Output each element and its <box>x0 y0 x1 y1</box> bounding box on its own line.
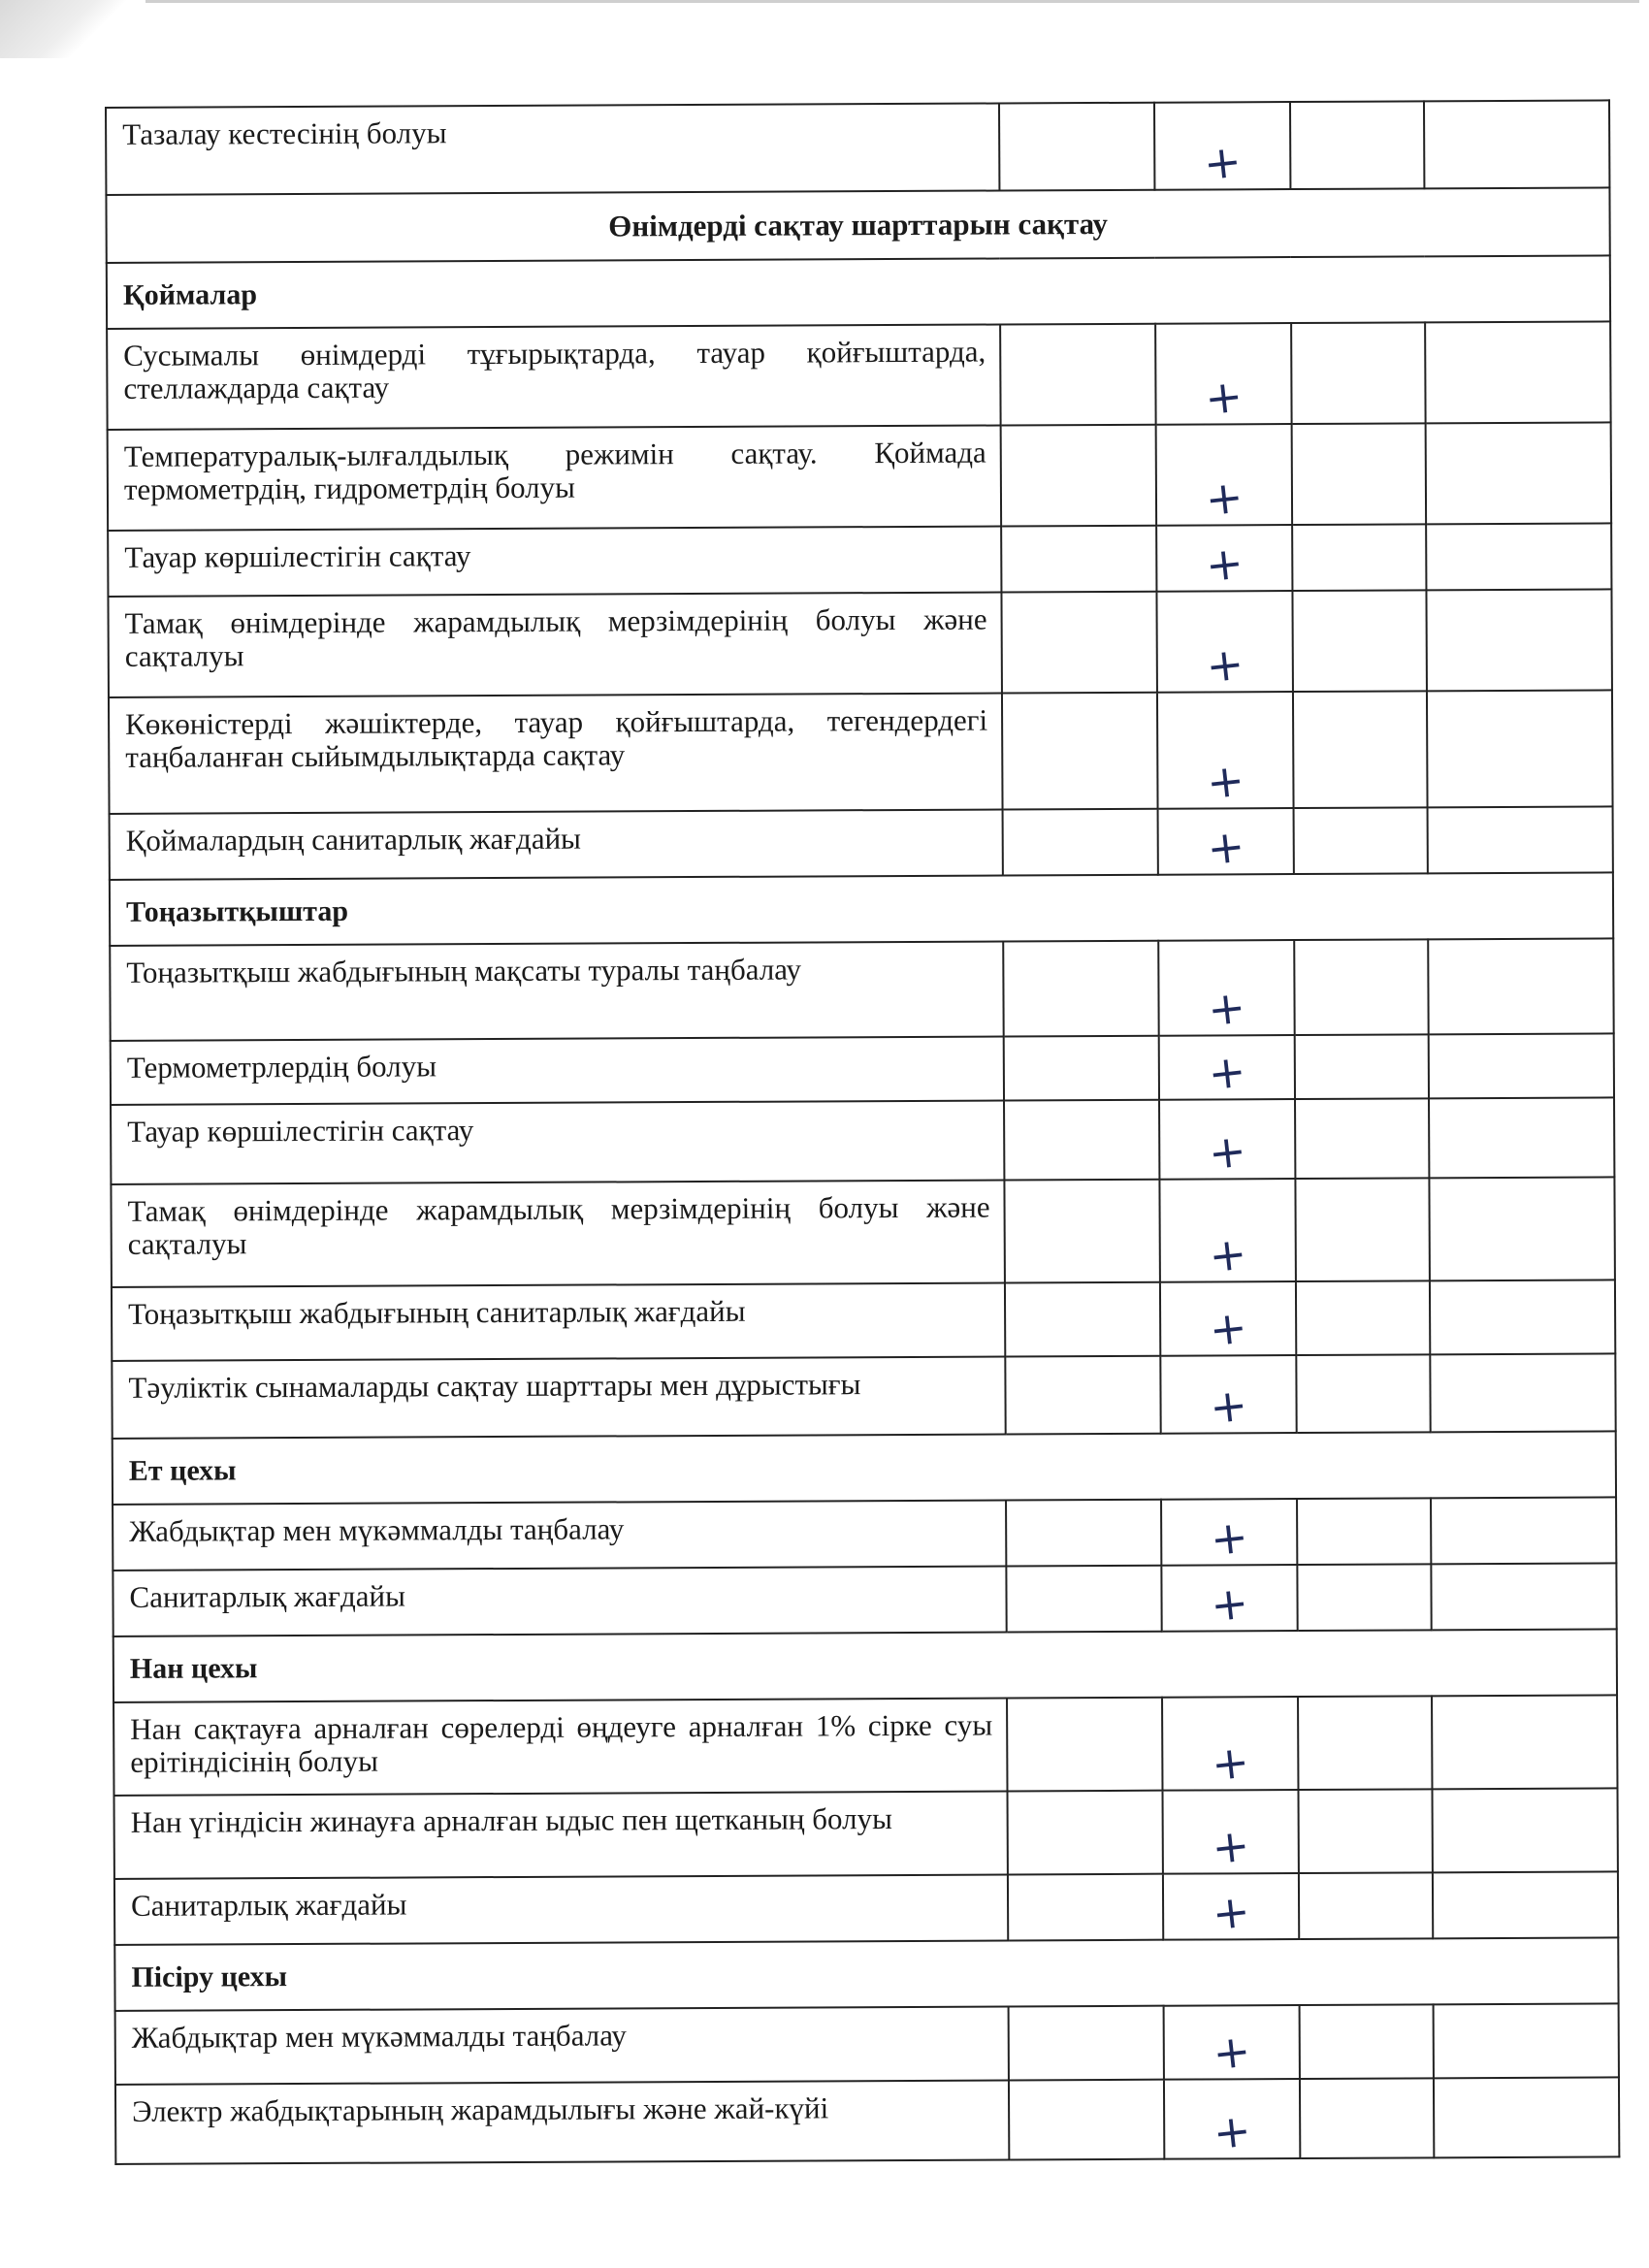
compliance-cell-marked <box>1158 940 1294 1036</box>
top-edge-rule <box>146 0 1639 3</box>
checklist-row <box>114 1871 1618 1945</box>
group-title: Тоңазытқыштар <box>110 872 1613 946</box>
handwritten-plus-mark: + <box>1206 1226 1249 1283</box>
compliance-cell <box>1432 1788 1617 1872</box>
compliance-cell <box>1295 1034 1429 1099</box>
checklist-row <box>109 690 1613 814</box>
compliance-cell <box>1296 1280 1430 1355</box>
handwritten-plus-mark: + <box>1208 1575 1251 1633</box>
compliance-cell-marked <box>1156 591 1293 693</box>
group-header-row <box>113 1431 1616 1505</box>
compliance-cell <box>1296 1354 1430 1433</box>
requirement-text: Көкөністерді жәшіктерде, тауар қойғыштарда, тегендердегі таңбаланған сыйымдылықтарда сақтау <box>109 693 1003 813</box>
compliance-cell <box>1007 1698 1162 1792</box>
compliance-cell <box>1001 526 1156 593</box>
group-header-row <box>114 1937 1618 2011</box>
page-fold-shadow <box>0 0 155 58</box>
compliance-cell <box>1292 524 1426 591</box>
checklist-sheet <box>105 99 1618 2165</box>
compliance-cell <box>1432 1695 1617 1789</box>
compliance-cell-marked <box>1155 323 1292 425</box>
checklist-row <box>111 1033 1614 1105</box>
compliance-cell <box>1005 1356 1160 1435</box>
handwritten-plus-mark: + <box>1209 1884 1253 1941</box>
requirement-text: Сусымалы өнімдерді тұғырықтарда, тауар қойғыштарда, стеллаждарда сақтау <box>107 324 1000 429</box>
handwritten-plus-mark: + <box>1207 1377 1250 1435</box>
handwritten-plus-mark: + <box>1207 1300 1250 1357</box>
compliance-cell-marked <box>1163 1873 1299 1940</box>
compliance-cell <box>1006 1566 1161 1633</box>
compliance-cell <box>1300 2078 1434 2158</box>
group-title: Қоймалар <box>107 255 1610 329</box>
group-title: Ет цехы <box>113 1431 1616 1505</box>
handwritten-plus-mark: + <box>1206 1123 1249 1181</box>
compliance-cell <box>1002 693 1158 810</box>
compliance-cell <box>1003 809 1158 876</box>
compliance-cell-marked <box>1160 1355 1296 1434</box>
compliance-cell <box>1434 2003 1619 2078</box>
checklist-table <box>105 99 1620 2165</box>
requirement-text: Жабдықтар мен мүкәммалды таңбалау <box>113 1500 1006 1571</box>
compliance-cell <box>1434 2077 1619 2157</box>
checklist-row <box>108 589 1611 697</box>
compliance-cell <box>1300 2004 1434 2079</box>
compliance-cell-marked <box>1159 1035 1295 1100</box>
checklist-row <box>114 1788 1618 1879</box>
requirement-text: Тазалау кестесінің болуы <box>106 103 999 194</box>
compliance-cell-marked <box>1156 424 1293 526</box>
compliance-cell <box>1298 1789 1432 1873</box>
group-header-row <box>110 872 1613 946</box>
group-title: Нан цехы <box>113 1629 1617 1702</box>
compliance-cell-marked <box>1158 808 1294 875</box>
compliance-cell <box>1426 523 1611 590</box>
compliance-cell <box>1295 1178 1430 1281</box>
handwritten-plus-mark: + <box>1203 636 1246 694</box>
compliance-cell <box>1298 1696 1432 1790</box>
group-title: Пісіру цехы <box>114 1937 1618 2011</box>
handwritten-plus-mark: + <box>1202 369 1245 426</box>
checklist-row <box>113 1497 1616 1571</box>
requirement-text: Нан сақтауға арналған сөрелерді өңдеуге арналған 1% сірке суы ерітіндісінің болуы <box>113 1698 1007 1795</box>
compliance-cell <box>999 103 1154 191</box>
checklist-row <box>106 100 1609 195</box>
checklist-row <box>111 1097 1614 1184</box>
compliance-cell <box>1295 1098 1429 1179</box>
compliance-cell <box>1429 1097 1614 1178</box>
group-header-row <box>113 1629 1617 1702</box>
handwritten-plus-mark: + <box>1208 1509 1251 1567</box>
checklist-row <box>112 1280 1615 1361</box>
compliance-cell-marked <box>1159 1099 1295 1180</box>
requirement-text: Тоңазытқыш жабдығының мақсаты туралы таңбалау <box>110 941 1003 1040</box>
compliance-cell <box>1001 592 1157 694</box>
checklist-body <box>106 100 1619 2164</box>
compliance-cell <box>1292 590 1427 692</box>
requirement-text: Тоңазытқыш жабдығының санитарлық жағдайы <box>112 1282 1005 1360</box>
requirement-text: Қоймалардың санитарлық жағдайы <box>110 809 1003 880</box>
compliance-cell <box>1004 1036 1159 1101</box>
handwritten-plus-mark: + <box>1204 753 1247 810</box>
compliance-cell <box>1291 322 1426 424</box>
compliance-cell <box>1292 423 1427 525</box>
compliance-cell <box>1294 807 1428 874</box>
compliance-cell <box>1425 321 1611 423</box>
requirement-text: Тамақ өнімдерінде жарамдылық мерзімдерінің болуы және сақталуы <box>108 592 1001 697</box>
compliance-cell <box>1009 2006 1164 2081</box>
handwritten-plus-mark: + <box>1204 819 1247 876</box>
checklist-row <box>108 523 1611 597</box>
checklist-row <box>113 1563 1616 1636</box>
compliance-cell-marked <box>1162 1697 1298 1791</box>
compliance-cell <box>1004 1180 1160 1283</box>
compliance-cell <box>1433 1871 1618 1938</box>
handwritten-plus-mark: + <box>1205 1044 1248 1101</box>
compliance-cell <box>1293 691 1428 808</box>
handwritten-plus-mark: + <box>1211 2103 1254 2160</box>
requirement-text: Нан үгіндісін жинауға арналған ыдыс пен щетканың болуы <box>114 1791 1008 1878</box>
checklist-row <box>115 2077 1619 2164</box>
compliance-cell <box>1003 941 1158 1037</box>
compliance-cell <box>1005 1282 1160 1357</box>
compliance-cell <box>1431 1563 1616 1630</box>
handwritten-plus-mark: + <box>1210 2024 1253 2081</box>
handwritten-plus-mark: + <box>1202 470 1246 527</box>
compliance-cell <box>1426 589 1612 691</box>
requirement-text: Тауар көршілестігін сақтау <box>108 526 1001 597</box>
compliance-cell <box>1430 1280 1615 1354</box>
compliance-cell <box>1428 938 1613 1034</box>
checklist-row <box>115 2003 1619 2085</box>
compliance-cell-marked <box>1164 2079 1300 2159</box>
compliance-cell-marked <box>1159 1179 1296 1282</box>
compliance-cell <box>1431 1497 1616 1564</box>
checklist-row <box>111 1177 1614 1287</box>
checklist-row <box>113 1695 1617 1796</box>
requirement-text: Тамақ өнімдерінде жарамдылық мерзімдерінің болуы және сақталуы <box>111 1180 1005 1286</box>
section-title: Өнімдерді сақтау шарттарын сақтау <box>106 187 1609 263</box>
compliance-cell <box>1430 1353 1615 1432</box>
compliance-cell <box>1294 939 1428 1035</box>
compliance-cell <box>1297 1564 1431 1631</box>
handwritten-plus-mark: + <box>1201 134 1245 191</box>
checklist-row <box>112 1353 1615 1439</box>
checklist-row <box>107 321 1610 430</box>
requirement-text: Санитарлық жағдайы <box>114 1874 1008 1945</box>
requirement-text: Тәуліктік сынамаларды сақтау шарттары мен дұрыстығы <box>112 1356 1005 1438</box>
requirement-text: Тауар көршілестігін сақтау <box>111 1100 1004 1183</box>
compliance-cell-marked <box>1160 1281 1296 1356</box>
compliance-cell <box>1000 324 1156 426</box>
compliance-cell-marked <box>1156 525 1292 592</box>
requirement-text: Термометрлердің болуы <box>111 1036 1004 1105</box>
compliance-cell <box>1429 1033 1614 1098</box>
checklist-row <box>108 422 1611 531</box>
compliance-cell <box>1428 806 1613 873</box>
requirement-text: Электр жабдықтарының жарамдылығы және жай-күйі <box>115 2080 1009 2163</box>
requirement-text: Температуралық-ылғалдылық режимін сақтау. Қоймада термометрдің, гидрометрдің болуы <box>108 425 1001 530</box>
group-header-row <box>107 255 1610 329</box>
compliance-cell <box>1297 1498 1431 1565</box>
handwritten-plus-mark: + <box>1209 1734 1252 1792</box>
compliance-cell-marked <box>1154 102 1290 190</box>
compliance-cell-marked <box>1161 1499 1297 1566</box>
compliance-cell <box>1009 2080 1164 2160</box>
compliance-cell <box>1426 422 1612 524</box>
compliance-cell-marked <box>1162 1790 1298 1874</box>
handwritten-plus-mark: + <box>1209 1818 1252 1875</box>
compliance-cell <box>1007 1791 1162 1875</box>
compliance-cell-marked <box>1161 1565 1297 1632</box>
compliance-cell <box>1008 1874 1163 1941</box>
compliance-cell <box>1299 1872 1433 1939</box>
compliance-cell <box>1424 100 1609 188</box>
checklist-row <box>110 938 1613 1041</box>
handwritten-plus-mark: + <box>1203 535 1246 593</box>
compliance-cell <box>1427 690 1613 807</box>
compliance-cell <box>1001 425 1157 527</box>
compliance-cell <box>1429 1177 1615 1280</box>
compliance-cell <box>1290 101 1424 189</box>
compliance-cell-marked <box>1164 2005 1300 2080</box>
section-header-row <box>106 187 1609 263</box>
compliance-cell-marked <box>1157 692 1294 809</box>
checklist-row <box>110 806 1613 880</box>
requirement-text: Санитарлық жағдайы <box>113 1566 1006 1636</box>
compliance-cell <box>1004 1100 1159 1181</box>
requirement-text: Жабдықтар мен мүкәммалды таңбалау <box>115 2006 1009 2084</box>
compliance-cell <box>1006 1500 1161 1567</box>
handwritten-plus-mark: + <box>1205 980 1248 1037</box>
